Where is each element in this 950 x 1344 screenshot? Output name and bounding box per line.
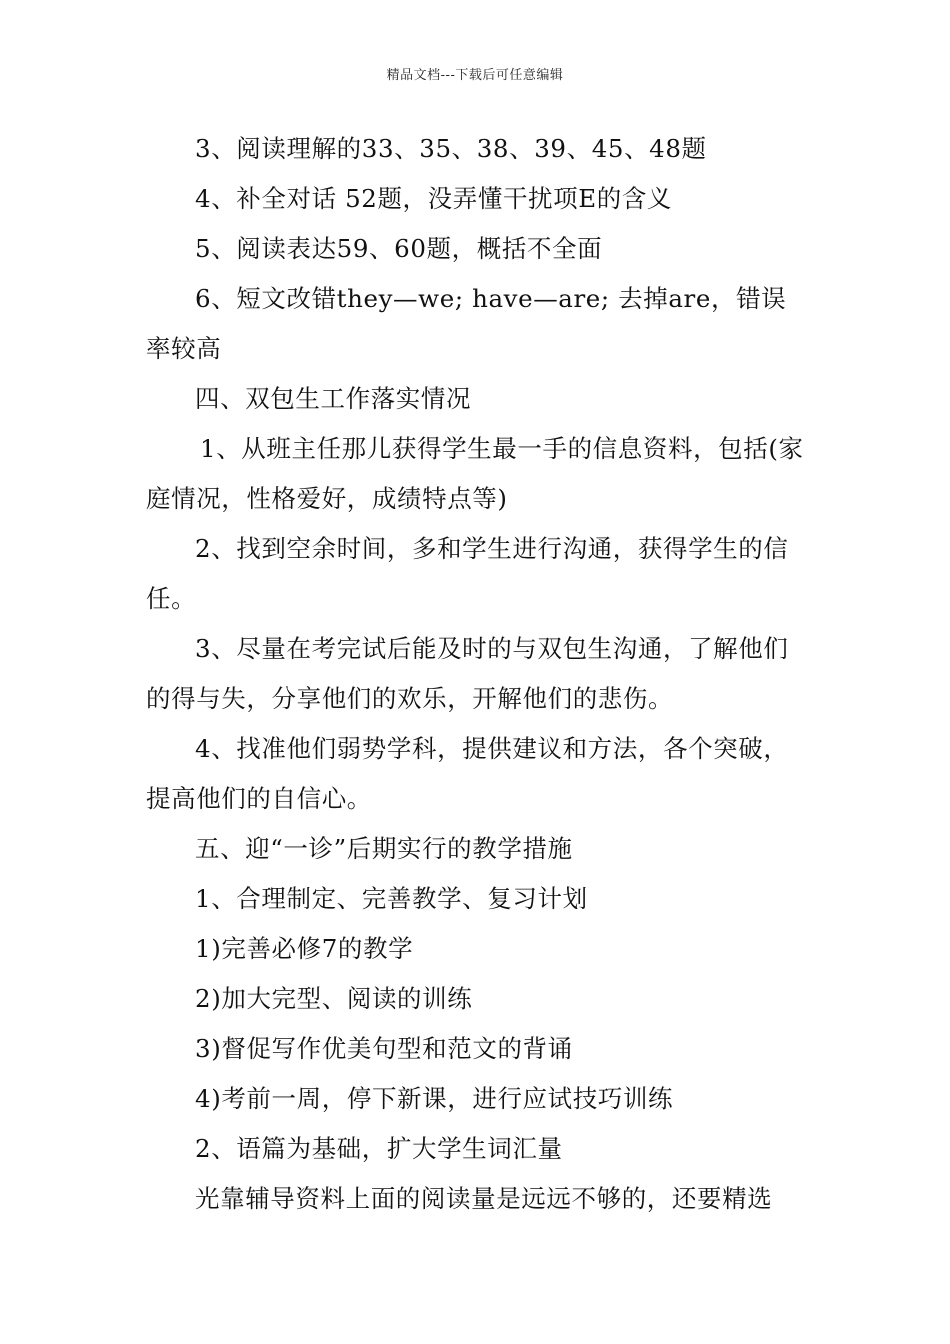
paragraph-9: 4、找准他们弱势学科，提供建议和方法，各个突破，提高他们的自信心。 [146,734,789,813]
section-heading-4: 四、双包生工作落实情况 [195,384,472,413]
document-body [146,124,810,1224]
paragraph-13: 2)加大完型、阅读的训练 [195,984,473,1013]
paragraph-14: 3)督促写作优美句型和范文的背诵 [195,1034,573,1063]
section-heading-5: 五、迎“一诊”后期实行的教学措施 [195,834,573,863]
paragraph-4: 6、短文改错they—we; have—are; 去掉are，错误率较高 [146,284,787,363]
paragraph-7: 2、找到空余时间，多和学生进行沟通，获得学生的信任。 [146,534,789,613]
paragraph-2: 4、补全对话 52题，没弄懂干扰项E的含义 [195,184,673,213]
paragraph-15: 4)考前一周，停下新课，进行应试技巧训练 [195,1084,674,1113]
paragraph-12: 1)完善必修7的教学 [195,934,414,963]
page-header: 精品文档---下载后可任意编辑 [386,68,564,83]
paragraph-1: 3、阅读理解的33、35、38、39、45、48题 [195,134,707,163]
paragraph-11: 1、合理制定、完善教学、复习计划 [195,884,588,913]
paragraph-17: 光靠辅导资料上面的阅读量是远远不够的，还要精选 [195,1184,773,1213]
paragraph-3: 5、阅读表达59、60题，概括不全面 [195,234,603,263]
paragraph-6: 1、从班主任那儿获得学生最一手的信息资料，包括(家庭情况，性格爱好，成绩特点等) [146,434,804,513]
paragraph-16: 2、语篇为基础，扩大学生词汇量 [195,1134,563,1163]
paragraph-8: 3、尽量在考完试后能及时的与双包生沟通，了解他们的得与失，分享他们的欢乐，开解他们的悲伤。 [146,634,789,713]
